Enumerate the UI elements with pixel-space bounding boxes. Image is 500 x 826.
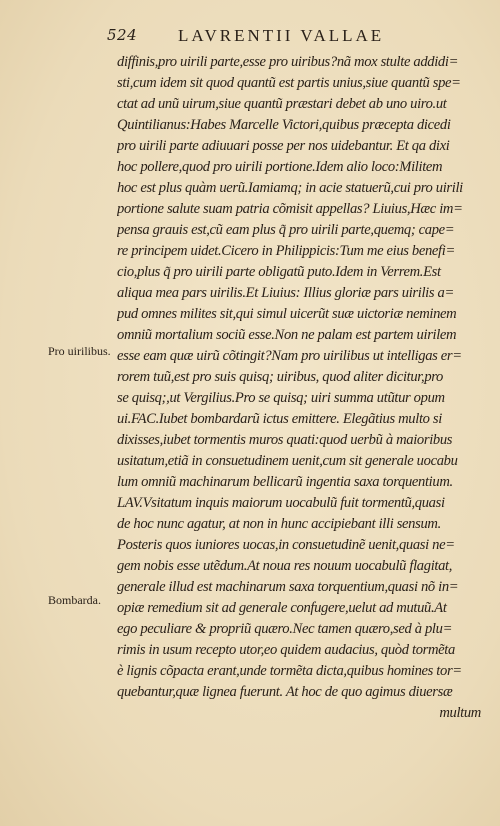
text-line: Posteris quos iuniores uocas,in consuetudinẽ uenit,quasi ne= — [117, 537, 455, 553]
text-line: rimis in usum recepto utor,eo quidem audacius, quòd tormẽta — [117, 642, 455, 658]
body-text — [117, 52, 489, 724]
text-line: ui.FAC.Iubet bombardarũ ictus emittere. Elegãtius multo si — [117, 411, 442, 427]
page-number: 524 — [107, 26, 138, 44]
text-line: pro uirili parte adiuuari posse per nos uidebantur. Et qa dixi — [117, 138, 450, 154]
margin-note: Pro uirilibus. — [48, 344, 111, 358]
text-line: cio,plus q̃ pro uirili parte obligatũ puto.Idem in Verrem.Est — [117, 264, 441, 280]
text-line: portione salute suam patria cõmisit appellas? Liuius,Hæc im= — [117, 201, 463, 217]
text-line: hoc est plus quàm uerũ.Iamiamq; in acie statuerũ,cui pro uirili — [117, 180, 463, 196]
text-line: generale illud est machinarum saxa torquentium,quasi nõ in= — [117, 579, 459, 595]
text-line: omniũ mortalium sociũ esse.Non ne palam est partem uirilem — [117, 327, 457, 343]
text-line: dixisses,iubet tormentis muros quati:quod uerbũ à maioribus — [117, 432, 453, 448]
page-header — [0, 24, 500, 50]
running-head: LAVRENTII VALLAE — [178, 26, 385, 45]
text-line: sti,cum idem sit quod quantũ est partis unius,siue quantũ spe= — [117, 75, 461, 91]
text-line: rorem tuũ,est pro suis quisq; uiribus, quod aliter dicitur,pro — [117, 369, 443, 385]
text-line: se quisq;,ut Vergilius.Pro se quisq; uiri summa utũtur opum — [117, 390, 445, 406]
text-line: hoc pollere,quod pro uirili portione.Idem alio loco:Militem — [117, 159, 443, 175]
text-line: è lignis cõpacta erant,unde tormẽta dicta,quibus homines tor= — [117, 663, 462, 679]
text-line: de hoc nunc agatur, at non in hunc accipiebant illi sensum. — [117, 516, 441, 532]
text-line: re principem uidet.Cicero in Philippicis:Tum me eius benefi= — [117, 243, 455, 259]
text-line: opiæ remedium sit ad generale confugere,uelut ad mutuũ.At — [117, 600, 447, 616]
text-line: pensa grauis est,cũ eam plus q̃ pro uirili parte,quemq; cape= — [117, 222, 455, 238]
text-line: ctat ad unũ uirum,siue quantũ præstari debet ab uno uiro.ut — [117, 96, 447, 112]
text-line: gem nobis esse utẽdum.At noua res nouum uocabulũ flagitat, — [117, 558, 453, 574]
text-line: diffinis,pro uirili parte,esse pro uiribus?nã mox stulte addidi= — [117, 54, 459, 70]
text-line: usitatum,etiã in consuetudinem uenit,cum sit generale uocabu — [117, 453, 458, 469]
text-line: ego peculiare & propriũ quæro.Nec tamen quæro,sed à plu= — [117, 621, 453, 637]
text-line: lum omniũ machinarum bellicarũ ingentia saxa torquentium. — [117, 474, 453, 490]
catchword: multum — [439, 705, 481, 721]
text-line: pud omnes milites sit,qui simul uicerũt suæ uictoriæ neminem — [117, 306, 457, 322]
text-line: aliqua mea pars uirilis.Et Liuius: Illius gloriæ pars uirilis a= — [117, 285, 454, 301]
text-line: LAV.Vsitatum inquis maiorum uocabulũ fuit tormentũ,quasi — [117, 495, 445, 511]
text-line: Quintilianus:Habes Marcelle Victori,quibus præcepta dicedi — [117, 117, 451, 133]
text-line: esse eam quæ uirũ cõtingit?Nam pro uirilibus ut intelligas er= — [117, 348, 462, 364]
margin-note: Bombarda. — [48, 593, 101, 607]
text-line: quebantur,quæ lignea fuerunt. At hoc de quo agimus diuersæ — [117, 684, 453, 700]
